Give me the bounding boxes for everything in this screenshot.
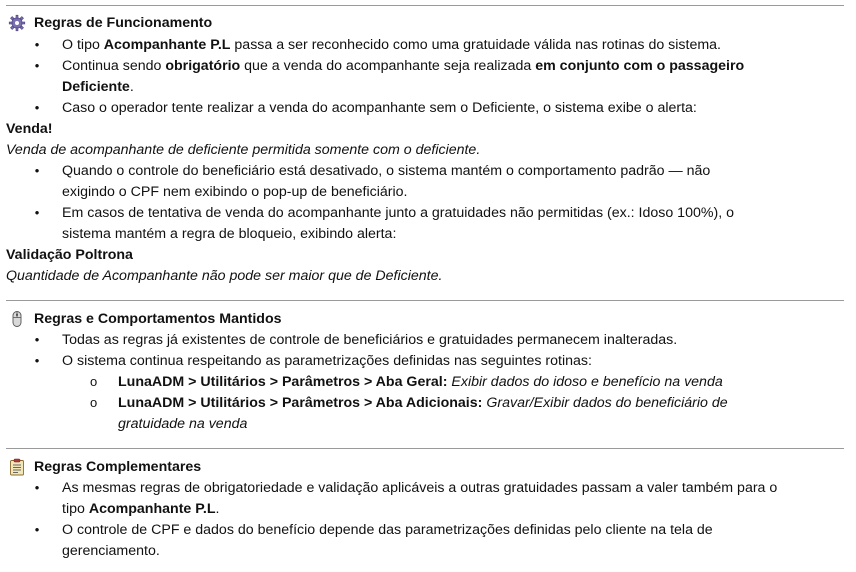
- list-item: O controle de CPF e dados do benefício depende das parametrizações definidas pelo cliente na tela de: [62, 522, 713, 538]
- list-item-continuation: tipo Acompanhante P.L.: [62, 501, 220, 517]
- list-item: Quando o controle do beneficiário está desativado, o sistema mantém o comportamento padrão — não: [62, 163, 711, 179]
- list-item-continuation: gerenciamento.: [62, 543, 160, 559]
- alert-message: Venda de acompanhante de deficiente permitida somente com o deficiente.: [6, 142, 481, 158]
- list-item: Continua sendo obrigatório que a venda do acompanhante seja realizada em conjunto com o passageiro: [62, 58, 745, 74]
- sub-bullet: o: [90, 395, 98, 410]
- list-item-continuation: sistema mantém a regra de bloqueio, exibindo alerta:: [62, 226, 397, 242]
- sub-list-item: LunaADM > Utilitários > Parâmetros > Aba Adicionais: Gravar/Exibir dados do beneficiário de: [118, 395, 728, 411]
- list-item: O sistema continua respeitando as parametrizações definidas nas seguintes rotinas:: [62, 353, 592, 369]
- bullet: •: [34, 332, 40, 347]
- gear-icon: [8, 14, 26, 32]
- bullet: •: [34, 37, 40, 52]
- section-title: Regras e Comportamentos Mantidos: [34, 311, 282, 327]
- list-item: Em casos de tentativa de venda do acompanhante junto a gratuidades não permitidas (ex.: Idoso 100%), o: [62, 205, 734, 221]
- bullet: •: [34, 205, 40, 220]
- list-item-continuation: exigindo o CPF nem exibindo o pop-up de beneficiário.: [62, 184, 408, 200]
- sub-list-item: LunaADM > Utilitários > Parâmetros > Aba Geral: Exibir dados do idoso e benefício na venda: [118, 374, 723, 390]
- bullet: •: [34, 100, 40, 115]
- sub-list-item-continuation: gratuidade na venda: [118, 416, 248, 432]
- divider: [6, 448, 844, 449]
- section-header-mantidos: [8, 309, 282, 329]
- alert-title: Venda!: [6, 121, 53, 137]
- bullet: •: [34, 58, 40, 73]
- alert-message: Quantidade de Acompanhante não pode ser maior que de Deficiente.: [6, 268, 443, 284]
- list-item: As mesmas regras de obrigatoriedade e validação aplicáveis a outras gratuidades passam a valer também para o: [62, 480, 778, 496]
- list-item: Caso o operador tente realizar a venda do acompanhante sem o Deficiente, o sistema exibe o alerta:: [62, 100, 697, 116]
- section-header-funcionamento: [8, 13, 212, 33]
- section-title: Regras Complementares: [34, 459, 202, 475]
- alert-title: Validação Poltrona: [6, 247, 133, 263]
- section-header-complementares: [8, 457, 201, 477]
- list-item: Todas as regras já existentes de controle de beneficiários e gratuidades permanecem inalteradas.: [62, 332, 678, 348]
- clipboard-icon: [8, 458, 26, 476]
- divider: [6, 300, 844, 301]
- section-title: Regras de Funcionamento: [34, 15, 213, 31]
- bullet: •: [34, 353, 40, 368]
- list-item: O tipo Acompanhante P.L passa a ser reconhecido como uma gratuidade válida nas rotinas do sistema.: [62, 37, 721, 53]
- bullet: •: [34, 480, 40, 495]
- bullet: •: [34, 522, 40, 537]
- sub-bullet: o: [90, 374, 98, 389]
- bullet: •: [34, 163, 40, 178]
- divider-top: [6, 5, 844, 6]
- list-item-continuation: Deficiente.: [62, 79, 134, 95]
- mouse-icon: [8, 310, 26, 328]
